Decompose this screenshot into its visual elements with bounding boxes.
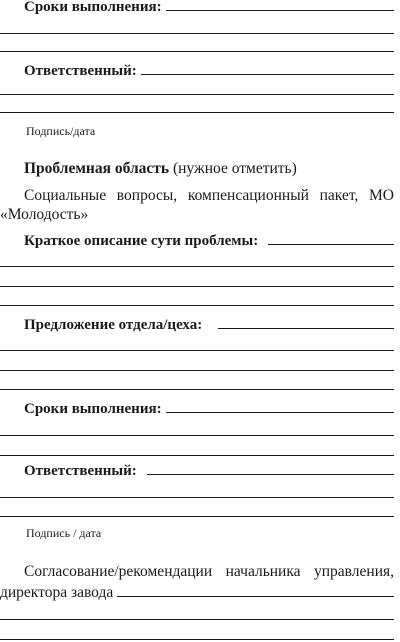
responsible-input-line[interactable] [141, 62, 394, 75]
proposal-input-line[interactable] [218, 316, 394, 329]
description-input-line[interactable] [268, 232, 394, 245]
blank-line[interactable] [0, 266, 394, 267]
blank-line[interactable] [0, 516, 394, 517]
responsible-field-1 [24, 62, 394, 80]
blank-line[interactable] [0, 286, 394, 287]
approval-input-line[interactable] [117, 584, 394, 597]
deadline-field-2 [24, 400, 394, 418]
signature-date-label: Подпись / дата [26, 526, 102, 540]
blank-line[interactable] [0, 112, 394, 113]
blank-line[interactable] [0, 370, 394, 371]
responsible-label: Ответственный: [24, 63, 137, 79]
description-label: Краткое описание сути проблемы: [24, 233, 259, 249]
problem-area-title: Проблемная область [24, 160, 170, 177]
responsible-input-line[interactable] [147, 462, 394, 475]
blank-line[interactable] [0, 455, 394, 456]
deadline-label: Сроки выполнения: [24, 0, 162, 15]
blank-line[interactable] [0, 435, 394, 436]
problem-options-line1[interactable]: Социальные вопросы, компенсационный пакет, МО [24, 187, 394, 204]
blank-line[interactable] [0, 639, 394, 640]
approval-field [0, 584, 394, 602]
problem-options-line2[interactable]: «Молодость» [0, 206, 89, 223]
proposal-field [24, 316, 394, 334]
description-field [24, 232, 394, 250]
blank-line[interactable] [0, 350, 394, 351]
blank-line[interactable] [0, 619, 394, 620]
blank-line[interactable] [0, 51, 394, 52]
blank-line[interactable] [0, 305, 394, 306]
signature-date-label: Подпись/дата [26, 124, 96, 138]
blank-line[interactable] [0, 94, 394, 95]
deadline-field-1 [24, 0, 394, 16]
responsible-field-2 [24, 462, 394, 480]
responsible-label: Ответственный: [24, 463, 137, 479]
deadline-input-line[interactable] [166, 400, 394, 413]
approval-line1: Согласование/рекомендации начальника управления, [24, 563, 394, 580]
problem-area-note: (нужное отметить) [169, 160, 297, 177]
blank-line[interactable] [0, 497, 394, 498]
deadline-label: Сроки выполнения: [24, 401, 162, 417]
deadline-input-line[interactable] [166, 0, 394, 11]
proposal-label: Предложение отдела/цеха: [24, 317, 203, 333]
blank-line[interactable] [0, 33, 394, 34]
problem-area-heading [24, 160, 394, 178]
approval-line2: директора завода [0, 584, 114, 601]
blank-line[interactable] [0, 389, 394, 390]
